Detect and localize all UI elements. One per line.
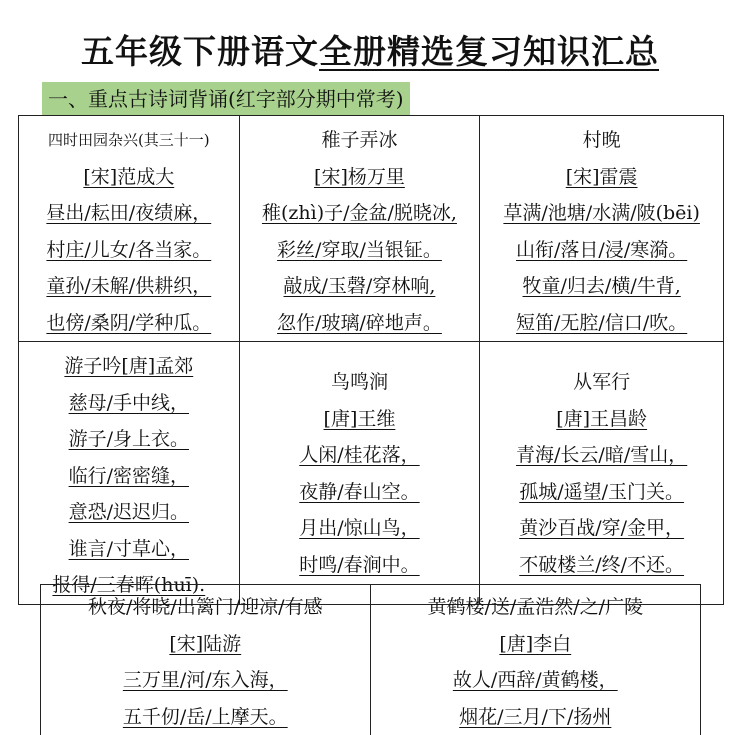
- poem-line: 青海/长云/暗/雪山，: [480, 437, 723, 474]
- poem-title: 从军行: [480, 364, 723, 401]
- poem-author: [宋]雷震: [480, 159, 723, 196]
- poem-author: [宋]杨万里: [240, 159, 480, 196]
- poem-line: 短笛/无腔/信口/吹。: [480, 305, 723, 342]
- poem-line: 草满/池塘/水满/陂(bēi): [480, 195, 723, 232]
- poem-author: [唐]李白: [371, 626, 700, 663]
- poem-title: 鸟鸣涧: [240, 364, 480, 401]
- poem-cell: [480, 116, 724, 342]
- poem-line: 报得/三春晖(huī).: [19, 567, 239, 604]
- poem-line: 夜静/春山空。: [240, 474, 480, 511]
- title-part1: 五年级下册语文: [81, 32, 319, 71]
- poem-line: 敲成/玉磬/穿林响,: [240, 268, 480, 305]
- poem-line: 彩丝/穿取/当银钲。: [240, 232, 480, 269]
- poem-line: 牧童/归去/横/牛背,: [480, 268, 723, 305]
- poem-line: 稚(zhì)子/金盆/脱晓冰,: [240, 195, 480, 232]
- poem-line: 慈母/手中线，: [19, 385, 239, 422]
- poem-line: 人闲/桂花落，: [240, 437, 480, 474]
- poem-line: 五千仞/岳/上摩天。: [41, 699, 370, 735]
- poem-line: 游子/身上衣。: [19, 421, 239, 458]
- poem-line: 意恐/迟迟归。: [19, 494, 239, 531]
- poem-line: 童孙/未解/供耕织，: [19, 268, 239, 305]
- poem-cell: [370, 585, 700, 735]
- poem-line: 月出/惊山鸟，: [240, 510, 480, 547]
- document-title: [0, 28, 740, 76]
- poem-author: [唐]王昌龄: [480, 401, 723, 438]
- poem-cell: [239, 116, 480, 342]
- section-heading: 一、重点古诗词背诵(红字部分期中常考): [42, 82, 410, 116]
- poem-cell: [41, 585, 371, 735]
- poem-line: 村庄/儿女/各当家。: [19, 232, 239, 269]
- title-part2: 全册精选复习知识汇总: [319, 32, 659, 71]
- poem-cell: [19, 342, 240, 605]
- poem-cell: [19, 116, 240, 342]
- poem-table-bottom: [40, 584, 701, 735]
- poem-author: [宋]陆游: [41, 626, 370, 663]
- poem-line: 烟花/三月/下/扬州: [371, 699, 700, 735]
- poem-line: 故人/西辞/黄鹤楼，: [371, 662, 700, 699]
- poem-line: 不破楼兰/终/不还。: [480, 547, 723, 584]
- poem-line: 三万里/河/东入海，: [41, 662, 370, 699]
- poem-title: 秋夜/将晓/出篱门/迎凉/有感: [41, 589, 370, 626]
- poem-line: 也傍/桑阴/学种瓜。: [19, 305, 239, 342]
- poem-line: 孤城/遥望/玉门关。: [480, 474, 723, 511]
- poem-title: 黄鹤楼/送/孟浩然/之/广陵: [371, 589, 700, 626]
- poem-title: 四时田园杂兴(其三十一): [19, 122, 239, 159]
- poem-line: 山衔/落日/浸/寒漪。: [480, 232, 723, 269]
- poem-author: [唐]王维: [240, 401, 480, 438]
- poem-cell: [239, 342, 480, 605]
- poem-cell: [480, 342, 724, 605]
- poem-title: 游子吟[唐]孟郊: [19, 348, 239, 385]
- poem-line: 忽作/玻璃/碎地声。: [240, 305, 480, 342]
- poem-line: 时鸣/春涧中。: [240, 547, 480, 584]
- poem-line: 谁言/寸草心，: [19, 531, 239, 568]
- poem-line: 昼出/耘田/夜绩麻，: [19, 195, 239, 232]
- poem-line: 黄沙百战/穿/金甲，: [480, 510, 723, 547]
- poem-author: [宋]范成大: [19, 159, 239, 196]
- poem-table: [18, 115, 724, 605]
- poem-title: 村晚: [480, 122, 723, 159]
- poem-line: 临行/密密缝，: [19, 458, 239, 495]
- poem-title: 稚子弄冰: [240, 122, 480, 159]
